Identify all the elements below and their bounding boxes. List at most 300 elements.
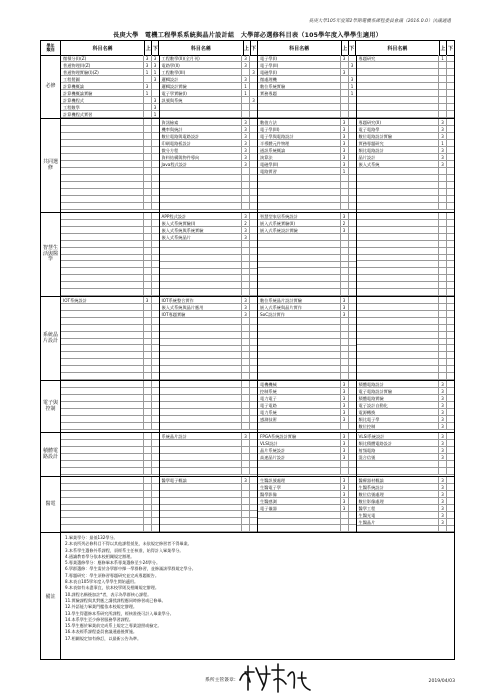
credit-sem1 [438, 318, 446, 324]
course-name: 數位電路與電路設計 [161, 134, 200, 139]
credit-sem1 [340, 241, 348, 247]
credit-sem2 [249, 325, 257, 331]
course-row [160, 440, 258, 447]
credit-sem1: 3 [438, 454, 446, 460]
course-row [357, 345, 455, 352]
credit-sem2 [249, 525, 257, 531]
credit-sem1: 3 [340, 447, 348, 453]
course-name [357, 213, 439, 219]
notes-section [41, 533, 454, 659]
credit-sem1: 3 [438, 381, 446, 387]
course-row [357, 325, 455, 332]
credit-sem1 [143, 161, 151, 167]
credit-sem2 [249, 213, 257, 219]
credit-sem2 [446, 69, 454, 75]
course-row [357, 332, 455, 339]
course-name [357, 97, 439, 103]
credit-sem1 [143, 196, 151, 202]
course-row [357, 388, 455, 395]
credit-sem2 [348, 268, 356, 274]
course-name [258, 262, 340, 268]
course-name [258, 525, 340, 531]
credit-sem2 [348, 440, 356, 446]
course-row [357, 227, 455, 234]
credit-sem1 [241, 366, 249, 372]
credit-sem2 [151, 373, 159, 379]
course-row [357, 289, 455, 296]
credit-sem1 [143, 477, 151, 483]
credit-sem2 [348, 289, 356, 295]
credit-sem1 [241, 189, 249, 195]
course-name [61, 248, 143, 254]
course-row [61, 76, 159, 83]
credit-sem2 [249, 454, 257, 460]
credit-sem2 [446, 220, 454, 226]
course-name [61, 395, 143, 401]
course-row [160, 168, 258, 175]
course-name [61, 423, 143, 429]
course-row [357, 359, 455, 366]
credit-sem1: 3 [241, 234, 249, 240]
credit-sem1 [241, 498, 249, 504]
course-row [61, 447, 159, 454]
header-sem2: 下 [349, 41, 356, 55]
credit-sem1 [143, 275, 151, 281]
course-row [258, 505, 356, 512]
course-row [61, 304, 159, 311]
course-row [61, 289, 159, 296]
credit-sem1 [143, 352, 151, 358]
note-line: 12.外語能力畢業門檻依本校規定辦理。 [65, 604, 138, 610]
course-row [160, 104, 258, 111]
course-name [357, 83, 439, 89]
course-name [61, 454, 143, 460]
section-columns [61, 381, 454, 432]
course-row [357, 423, 455, 430]
course-row [160, 69, 258, 76]
credit-sem1 [438, 311, 446, 317]
credit-sem1 [143, 289, 151, 295]
section-category: 電子與控制 [41, 381, 61, 432]
course-row [61, 498, 159, 505]
course-name [61, 345, 143, 351]
note-line: 8.本表自105學年度入學學生開始適用。 [65, 579, 139, 585]
course-row [61, 388, 159, 395]
course-name [61, 433, 143, 439]
credit-sem1 [340, 325, 348, 331]
credit-sem2 [151, 203, 159, 209]
course-row [61, 203, 159, 210]
course-row [160, 461, 258, 468]
credit-sem1 [438, 268, 446, 274]
course-name: 醫學電子概論 [161, 478, 187, 483]
course-name [160, 262, 242, 268]
course-row [258, 83, 356, 90]
course-row [61, 275, 159, 282]
course-row [258, 433, 356, 440]
course-name [160, 416, 242, 422]
course-name [357, 366, 439, 372]
course-name [61, 409, 143, 415]
course-name: 電路學(II) [161, 63, 180, 68]
course-name [258, 366, 340, 372]
course-name [61, 203, 143, 209]
course-name: 控制系統 [260, 389, 277, 394]
credit-sem1 [438, 111, 446, 117]
credit-sem1 [143, 395, 151, 401]
course-name: 電子學(II) [260, 63, 279, 68]
course-name [160, 440, 242, 446]
credit-sem1 [241, 447, 249, 453]
credit-sem1 [143, 440, 151, 446]
course-row [258, 423, 356, 430]
course-column [357, 433, 455, 476]
course-row [258, 454, 356, 461]
credit-sem2 [151, 268, 159, 274]
credit-sem1: 3 [340, 416, 348, 422]
credit-sem1: 3 [438, 126, 446, 132]
credit-sem2 [348, 332, 356, 338]
note-line: 11.實驗課程與其對應之講授課程應同時修習或已修畢。 [65, 597, 166, 603]
course-name [160, 168, 242, 174]
credit-sem2 [446, 126, 454, 132]
course-row [258, 388, 356, 395]
course-row [258, 491, 356, 498]
credit-sem1 [340, 62, 348, 68]
course-name: 電力電子 [260, 396, 277, 401]
course-column [258, 477, 357, 532]
course-row [61, 491, 159, 498]
credit-sem1: 3 [438, 388, 446, 394]
course-name: 醫學工程 [358, 506, 376, 511]
course-name: 電子電路 [260, 403, 277, 408]
credit-sem2 [446, 147, 454, 153]
course-name [357, 69, 439, 75]
course-row [357, 297, 455, 304]
credit-sem1: 1 [438, 140, 446, 146]
credit-sem1: 3 [340, 126, 348, 132]
course-row [61, 90, 159, 97]
course-name: 醫療器材概論 [358, 478, 384, 483]
curriculum-table [40, 40, 455, 660]
course-row [160, 311, 258, 318]
course-name: 數位信號處理 [358, 492, 384, 497]
credit-sem2 [348, 325, 356, 331]
course-row [160, 161, 258, 168]
course-row [357, 304, 455, 311]
credit-sem1 [241, 373, 249, 379]
section-category: 必修 [41, 55, 61, 118]
credit-sem2 [348, 388, 356, 394]
credit-sem1: 3 [438, 440, 446, 446]
course-name: 嵌入式系統設計實驗 [260, 228, 298, 233]
credit-sem1 [438, 234, 446, 240]
course-name [61, 525, 143, 531]
course-row [61, 525, 159, 532]
course-name [258, 512, 340, 518]
course-row [357, 175, 455, 182]
course-name [160, 402, 242, 408]
course-row [61, 454, 159, 461]
credit-sem2: 3 [151, 104, 159, 110]
course-name: VLSI系統設計 [358, 434, 385, 439]
course-name: 普通物理(I)(Z) [63, 63, 91, 68]
course-row [160, 339, 258, 346]
credit-sem1 [340, 461, 348, 467]
credit-sem2 [249, 241, 257, 247]
credit-sem2 [249, 196, 257, 202]
credit-sem2 [249, 352, 257, 358]
credit-sem2 [249, 461, 257, 467]
credit-sem1 [241, 409, 249, 415]
course-row [357, 189, 455, 196]
credit-sem1 [143, 97, 151, 103]
credit-sem2 [151, 325, 159, 331]
course-row [357, 154, 455, 161]
course-name [160, 332, 242, 338]
credit-sem1 [438, 62, 446, 68]
credit-sem2 [249, 332, 257, 338]
course-row [258, 325, 356, 332]
section-band [41, 381, 454, 433]
course-name [258, 352, 340, 358]
course-row [357, 416, 455, 423]
course-name [160, 189, 242, 195]
note-line: 9.本表如有未盡事宜，依本校學則及相關規定辦理。 [65, 585, 159, 591]
course-name [357, 275, 439, 281]
credit-sem1 [241, 182, 249, 188]
credit-sem1 [438, 332, 446, 338]
course-column [258, 381, 357, 432]
credit-sem1 [340, 196, 348, 202]
course-name: 嵌入式系統與晶片應用 [161, 305, 204, 310]
course-name: 通訊系統概論 [260, 148, 286, 153]
course-name [61, 468, 143, 474]
course-row [258, 62, 356, 69]
credit-sem1 [241, 402, 249, 408]
course-row [61, 241, 159, 248]
course-name: 實務專題研究 [358, 141, 384, 146]
course-row [357, 261, 455, 268]
credit-sem2 [151, 154, 159, 160]
course-row [357, 311, 455, 318]
credit-sem2 [249, 447, 257, 453]
course-name [61, 261, 143, 267]
course-row [258, 519, 356, 526]
header-course-4: 科目名稱 [356, 41, 440, 55]
course-name [258, 282, 340, 288]
course-name: 訊號與系統 [161, 98, 183, 103]
credit-sem2 [348, 366, 356, 372]
credit-sem1 [438, 304, 446, 310]
course-name [258, 268, 340, 274]
course-name: 類比電子學 [358, 417, 380, 422]
credit-sem1 [438, 213, 446, 219]
course-row [160, 366, 258, 373]
course-row [258, 227, 356, 234]
credit-sem2 [446, 189, 454, 195]
course-column [61, 119, 160, 212]
credit-sem1: 1 [340, 168, 348, 174]
course-name: 電磁學(II) [260, 162, 279, 167]
course-column [160, 477, 259, 532]
course-row [61, 423, 159, 430]
credit-sem1 [241, 491, 249, 497]
course-row [61, 55, 159, 62]
credit-sem2 [446, 161, 454, 167]
credit-sem2 [151, 366, 159, 372]
credit-sem2 [151, 83, 159, 89]
course-row [357, 477, 455, 484]
credit-sem2 [151, 175, 159, 181]
credit-sem2 [249, 373, 257, 379]
credit-sem2 [151, 332, 159, 338]
credit-sem2 [151, 275, 159, 281]
course-row [357, 161, 455, 168]
credit-sem2 [446, 255, 454, 261]
credit-sem1 [340, 352, 348, 358]
course-row [357, 519, 455, 526]
credit-sem2 [151, 409, 159, 415]
course-name [61, 126, 143, 132]
section-category: 系統晶片設計 [41, 297, 61, 380]
credit-sem2 [249, 154, 257, 160]
credit-sem2 [446, 203, 454, 209]
credit-sem2 [348, 373, 356, 379]
course-name [61, 447, 143, 453]
course-name [160, 248, 242, 254]
course-row [258, 220, 356, 227]
course-name [258, 468, 340, 474]
course-row [357, 234, 455, 241]
course-name [258, 104, 340, 110]
section-band [41, 55, 454, 119]
credit-sem2 [151, 416, 159, 422]
credit-sem2 [249, 111, 257, 117]
credit-sem2 [151, 388, 159, 394]
credit-sem2 [151, 525, 159, 531]
course-name: 生醫光電 [358, 513, 376, 518]
credit-sem2 [446, 440, 454, 446]
course-name [61, 289, 143, 295]
course-row [160, 505, 258, 512]
credit-sem1: 1 [438, 55, 446, 61]
credit-sem1 [143, 388, 151, 394]
course-row [357, 255, 455, 262]
credit-sem2: 3 [348, 62, 356, 68]
credit-sem1 [143, 498, 151, 504]
course-row [357, 168, 455, 175]
course-name [258, 203, 340, 209]
course-name: IOT系統設計 [63, 298, 87, 303]
credit-sem1 [143, 484, 151, 490]
course-row [357, 111, 455, 118]
credit-sem2 [348, 318, 356, 324]
credit-sem2 [348, 175, 356, 181]
course-row [258, 346, 356, 353]
credit-sem2 [151, 289, 159, 295]
credit-sem2 [446, 268, 454, 274]
credit-sem2 [249, 304, 257, 310]
course-name [61, 268, 143, 274]
credit-sem1 [340, 468, 348, 474]
credit-sem1: 3 [241, 147, 249, 153]
credit-sem2 [348, 248, 356, 254]
credit-sem2 [249, 416, 257, 422]
course-column [357, 477, 455, 532]
credit-sem2 [151, 168, 159, 174]
course-name [160, 518, 242, 524]
credit-sem1 [241, 332, 249, 338]
course-name [61, 484, 143, 490]
credit-sem1 [438, 76, 446, 82]
credit-sem2 [249, 161, 257, 167]
credit-sem1: 3 [438, 433, 446, 439]
course-name: 電源轉換 [358, 410, 376, 415]
credit-sem1 [340, 282, 348, 288]
credit-sem1 [143, 402, 151, 408]
credit-sem1 [438, 339, 446, 345]
course-name [61, 227, 143, 233]
credit-sem2 [348, 423, 356, 429]
course-name [160, 339, 242, 345]
course-row [258, 111, 356, 118]
course-name [258, 359, 340, 365]
course-name: 電子電路設計實驗 [358, 389, 393, 394]
course-name [61, 147, 143, 153]
credit-sem1: 3 [241, 76, 249, 82]
credit-sem2 [249, 359, 257, 365]
course-name: 工程製圖 [63, 77, 80, 82]
credit-sem2 [446, 297, 454, 303]
credit-sem1 [438, 255, 446, 261]
course-name [357, 261, 439, 267]
section-band [41, 433, 454, 477]
credit-sem1: 3 [340, 477, 348, 483]
course-row [357, 220, 455, 227]
course-row [258, 126, 356, 133]
course-name [258, 318, 340, 324]
credit-sem1 [241, 196, 249, 202]
course-row [357, 126, 455, 133]
sign-label: 系所主管簽章： [205, 678, 239, 683]
credit-sem1 [143, 111, 151, 117]
course-name: 資訊檢索 [161, 120, 179, 125]
credit-sem1 [340, 248, 348, 254]
course-name: 半導體元件物理 [260, 141, 290, 146]
credit-sem2 [151, 234, 159, 240]
credit-sem1: 3 [241, 140, 249, 146]
course-row [61, 213, 159, 220]
credit-sem1: 3 [340, 440, 348, 446]
course-name [61, 140, 143, 146]
credit-sem1 [143, 234, 151, 240]
course-row [61, 220, 159, 227]
course-row [258, 196, 356, 203]
credit-sem2 [249, 289, 257, 295]
credit-sem2 [348, 311, 356, 317]
course-name: 感測技術 [260, 417, 277, 422]
course-name [61, 373, 143, 379]
course-row [61, 339, 159, 346]
credit-sem2 [249, 203, 257, 209]
credit-sem2 [249, 366, 257, 372]
course-name: 數值方法 [260, 120, 277, 125]
course-column [258, 55, 357, 118]
credit-sem1: 3 [340, 140, 348, 146]
credit-sem2 [348, 477, 356, 483]
course-name [160, 461, 242, 467]
